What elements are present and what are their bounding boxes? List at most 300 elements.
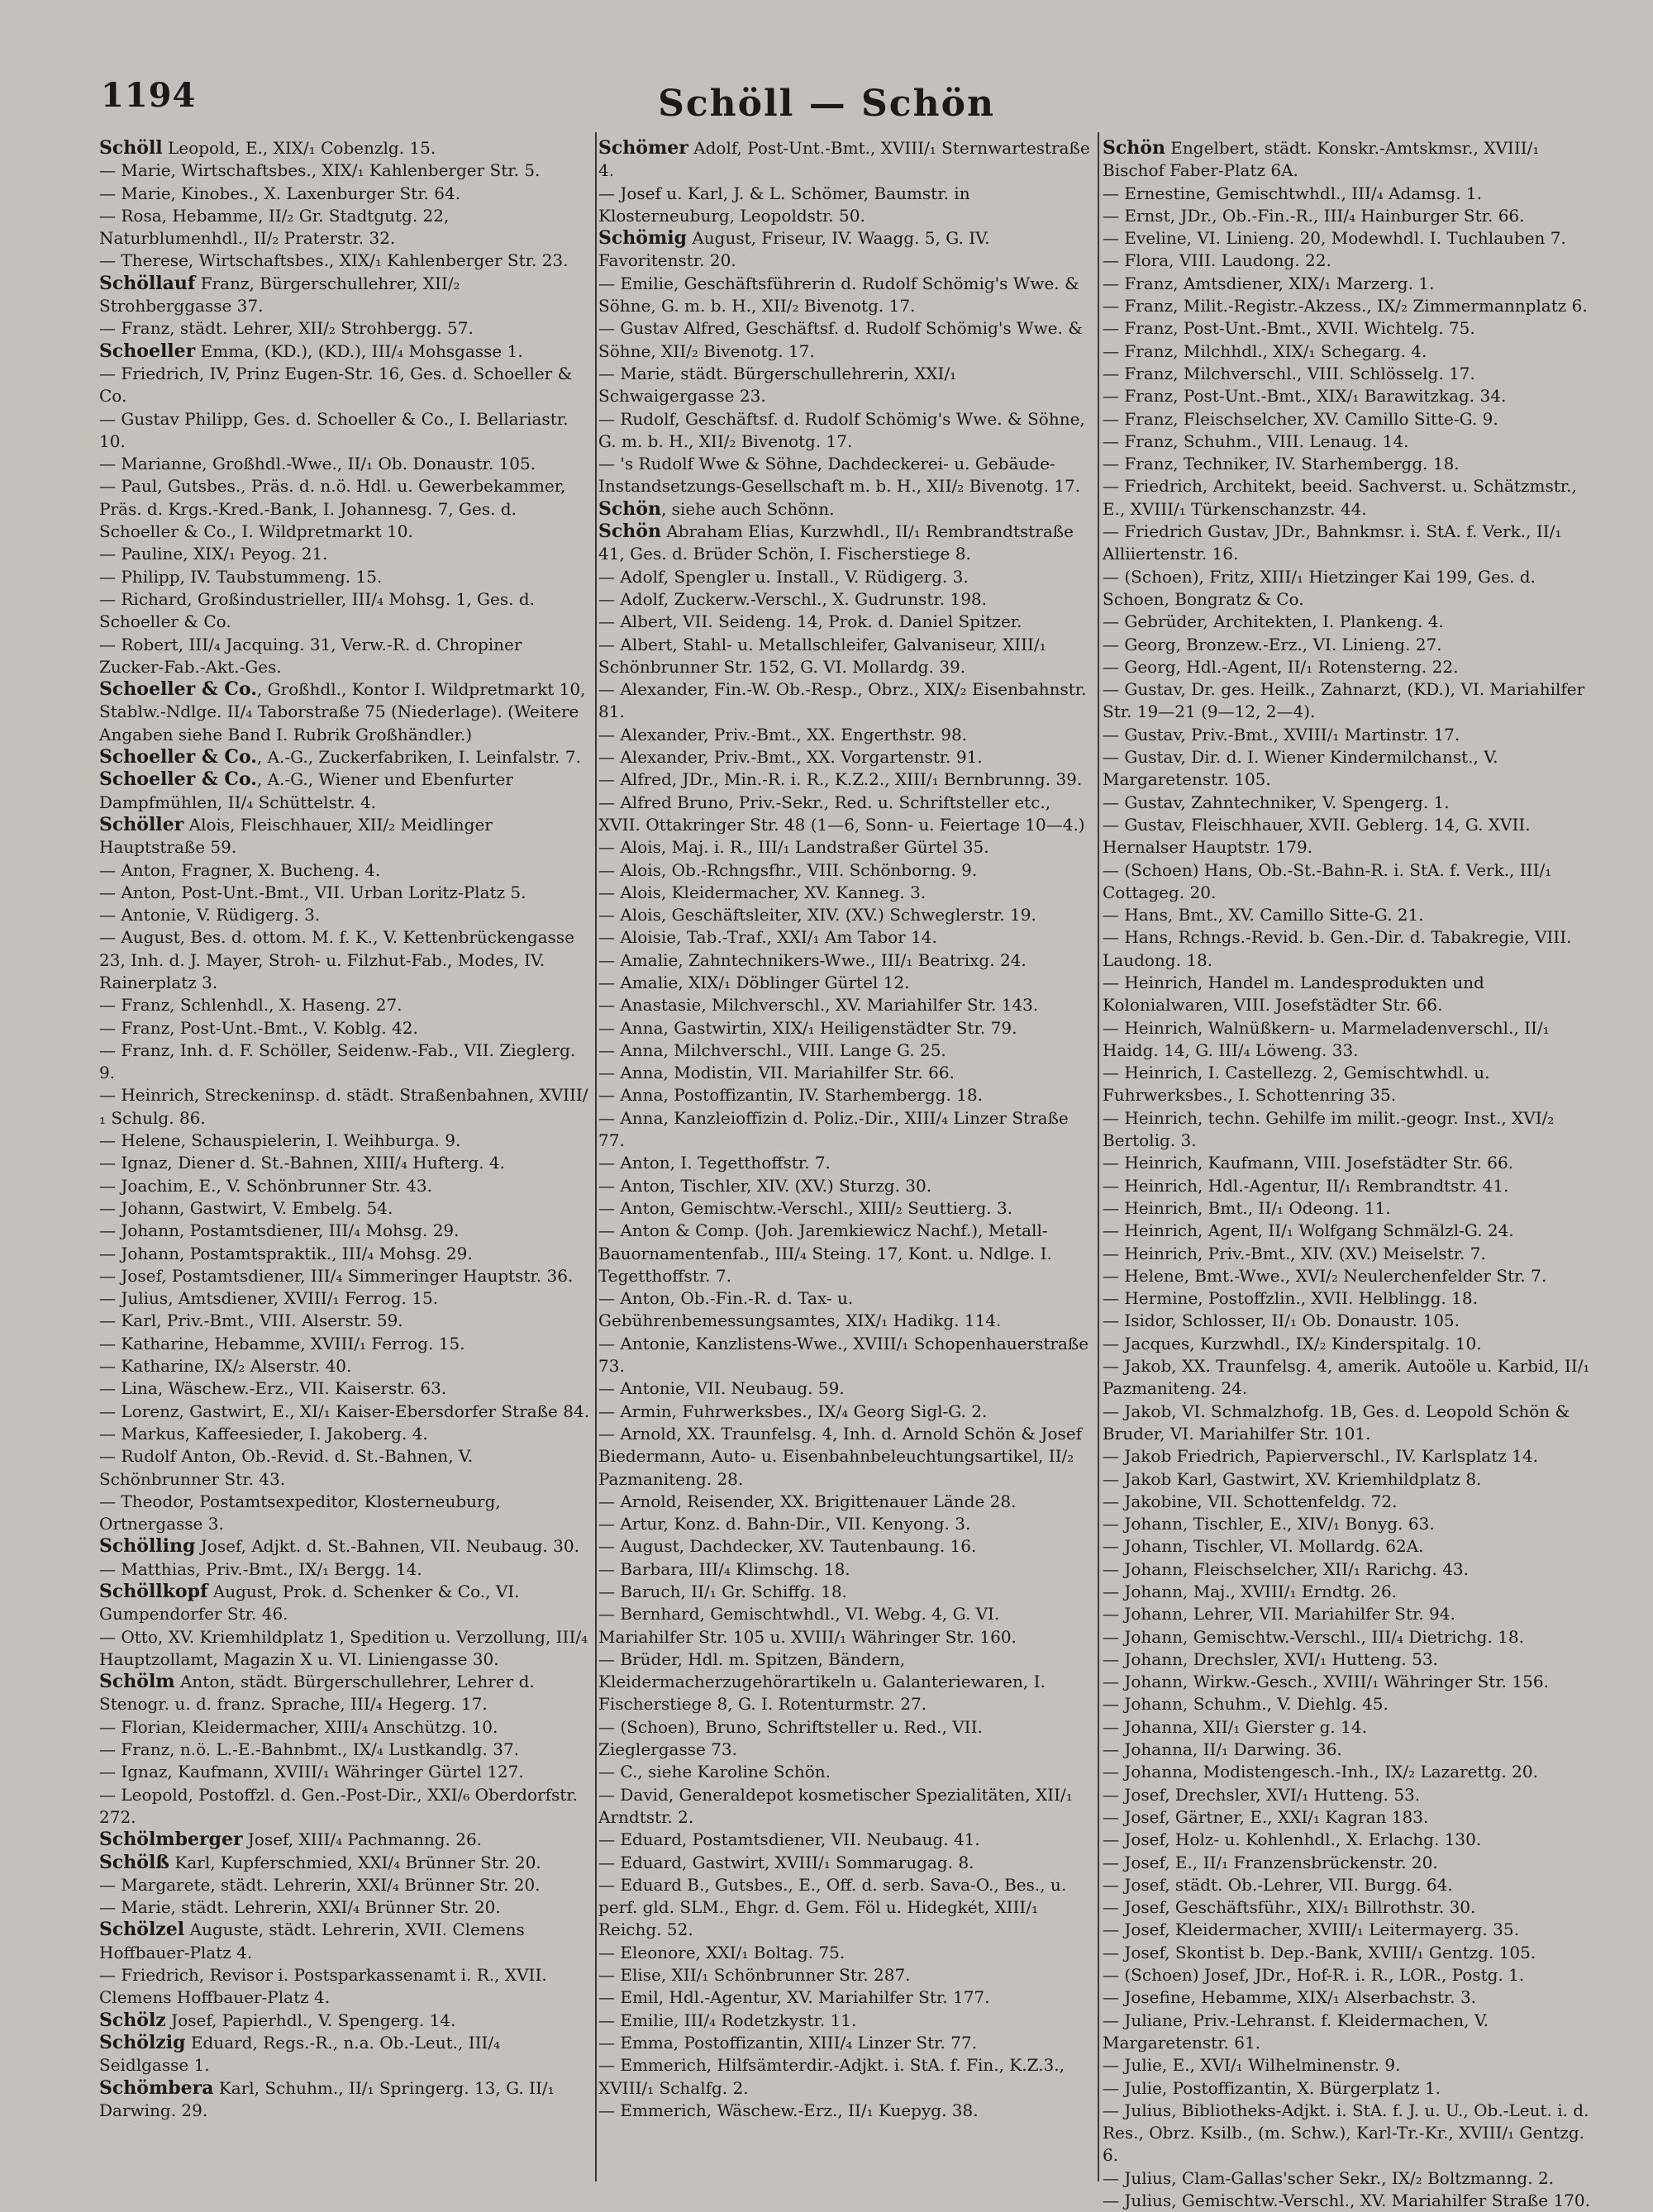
directory-entry — [598, 1017, 1093, 1039]
directory-entry — [598, 634, 1093, 679]
entry-text: — Johann, Postamtspraktik., III/₄ Mohsg. 29. — [99, 1243, 473, 1263]
entry-text: — Jacques, Kurzwhdl., IX/₂ Kinderspitalg. 10. — [1103, 1333, 1482, 1353]
directory-entry — [598, 1333, 1093, 1378]
directory-entry — [598, 1062, 1093, 1084]
entry-text: — Baruch, II/₁ Gr. Schiffg. 18. — [598, 1582, 847, 1601]
entry-text: Karl, Kupferschmied, XXI/₄ Brünner Str. 20. — [169, 1852, 541, 1872]
entry-text: — Friedrich, IV, Prinz Eugen-Str. 16, Ges. d. Schoeller & Co. — [99, 363, 573, 407]
directory-entry — [598, 1107, 1093, 1153]
directory-entry — [598, 1039, 1093, 1062]
directory-entry — [99, 882, 592, 904]
directory-entry — [598, 882, 1093, 904]
entry-text: — Johann, Fleischselcher, XII/₁ Rarichg. 43. — [1103, 1558, 1469, 1579]
page-number: 1194 — [101, 76, 197, 115]
directory-entry — [598, 363, 1093, 408]
entry-text: — Julius, Amtsdiener, XVIII/₁ Ferrog. 15. — [99, 1288, 439, 1309]
entry-text: — Anna, Gastwirtin, XIX/₁ Heiligenstädter Str. 79. — [598, 1017, 1017, 1038]
directory-entry — [1103, 814, 1602, 859]
entry-text: — Josef, Postamtsdiener, III/₄ Simmeringer Hauptstr. 36. — [99, 1265, 574, 1286]
entry-text: — Bernhard, Gemischtwhdl., VI. Webg. 4, G. VI. Mariahilfer Str. 105 u. XVIII/₁ Währinger Str. 160. — [598, 1604, 1017, 1647]
entry-text: Josef, Papierhdl., V. Spengerg. 14. — [165, 2010, 456, 2030]
entry-text: — Anton, Tischler, XIV. (XV.) Sturzg. 30. — [598, 1175, 932, 1196]
directory-entry — [598, 724, 1093, 746]
entry-text: — Anna, Milchverschl., VIII. Lange G. 25. — [598, 1039, 946, 1060]
directory-entry — [598, 1761, 1093, 1783]
directory-entry — [598, 836, 1093, 859]
entry-text: — Flora, VIII. Laudong. 22. — [1103, 250, 1331, 271]
directory-entry — [99, 1017, 592, 1039]
directory-entry — [1103, 2054, 1602, 2076]
directory-entry — [1103, 926, 1602, 972]
entry-text: — Johann, Tischler, VI. Mollardg. 62A. — [1103, 1536, 1424, 1557]
directory-entry — [1103, 2167, 1602, 2190]
directory-entry — [1103, 1355, 1602, 1401]
entry-text: — Heinrich, Priv.-Bmt., XIV. (XV.) Meiselstr. 7. — [1103, 1243, 1486, 1263]
directory-entry — [1103, 431, 1602, 453]
entry-text: — Anton, Fragner, X. Bucheng. 4. — [99, 859, 381, 880]
directory-entry — [598, 1581, 1093, 1603]
entry-text: — Ernst, JDr., Ob.-Fin.-R., III/₄ Hainburger Str. 66. — [1103, 205, 1525, 226]
entry-surname: Schoeller & Co. — [99, 768, 257, 791]
directory-entry — [1103, 656, 1602, 678]
column-3 — [1103, 137, 1602, 2211]
entry-text: — Eleonore, XXI/₁ Boltag. 75. — [598, 1942, 846, 1962]
directory-entry — [99, 1829, 592, 1851]
entry-text: — Eveline, VI. Linieng. 20, Modewhdl. I. Tuchlauben 7. — [1103, 228, 1566, 249]
directory-entry — [598, 611, 1093, 633]
entry-text: — Jakobine, VII. Schottenfeldg. 72. — [1103, 1491, 1398, 1511]
directory-entry — [1103, 1491, 1602, 1513]
directory-entry — [1103, 1152, 1602, 1174]
directory-entry — [598, 1716, 1093, 1762]
entry-text: — Arnold, Reisender, XX. Brigittenauer Lände 28. — [598, 1491, 1017, 1511]
directory-entry — [598, 1558, 1093, 1581]
directory-entry — [1103, 1693, 1602, 1715]
directory-entry — [1103, 453, 1602, 475]
entry-text: — Heinrich, Kaufmann, VIII. Josefstädter Str. 66. — [1103, 1153, 1514, 1173]
entry-surname: Schölmberger — [99, 1829, 243, 1851]
entry-text: , A.-G., Zuckerfabriken, I. Leinfalstr. 7. — [256, 747, 581, 768]
directory-entry — [99, 475, 592, 543]
entry-text: — Johann, Postamtsdiener, III/₄ Mohsg. 29. — [99, 1220, 460, 1241]
directory-entry — [1103, 1265, 1602, 1287]
entry-text: — Heinrich, Bmt., II/₁ Odeong. 11. — [1103, 1197, 1391, 1218]
directory-entry — [1103, 1671, 1602, 1693]
entry-text: — Albert, VII. Seideng. 14, Prok. d. Daniel Spitzer. — [598, 611, 1022, 632]
entry-surname: Schömer — [598, 137, 688, 159]
entry-text: — Arnold, XX. Traunfelsg. 4, Inh. d. Arnold Schön & Josef Biedermann, Auto- u. Eisenbahnbeleuchtungsartikel, II/₂ Pazmaniteng. 28. — [598, 1423, 1082, 1489]
directory-entry — [99, 1130, 592, 1152]
directory-entry — [99, 1874, 592, 1896]
entry-text: — Antonie, Kanzlistens-Wwe., XVIII/₁ Schopenhauerstraße 73. — [598, 1333, 1089, 1377]
entry-text: — Jakob Friedrich, Papierverschl., IV. Karlsplatz 14. — [1103, 1446, 1538, 1467]
directory-entry — [598, 1377, 1093, 1400]
entry-text: — Katharine, IX/₂ Alserstr. 40. — [99, 1356, 352, 1377]
entry-text: — Franz, Post-Unt.-Bmt., XVII. Wichtelg. 75. — [1103, 318, 1475, 339]
entry-surname: Schömbera — [99, 2076, 214, 2099]
entry-text: — Robert, III/₄ Jacquing. 31, Verw.-R. d. Chropiner Zucker-Fab.-Akt.-Ges. — [99, 634, 522, 677]
entry-text: Franz, Bürgerschullehrer, XII/₂ Strohberggasse 37. — [99, 273, 460, 316]
directory-entry — [99, 2010, 592, 2032]
entry-surname: Schoeller — [99, 340, 196, 362]
directory-entry — [99, 2077, 592, 2123]
directory-entry — [1103, 1874, 1602, 1896]
entry-text: — Josef, Drechsler, XVI/₁ Hutteng. 53. — [1103, 1784, 1421, 1805]
entry-text: — Anton & Comp. (Joh. Jaremkiewicz Nachf.), Metall-Bauornamentenfab., III/₄ Steing. 17, Kont. u. Ndlge. I. Tegetthoffstr. 7. — [598, 1220, 1052, 1286]
entry-text: — Adolf, Spengler u. Install., V. Rüdigerg. 3. — [598, 566, 969, 587]
entry-text: — Paul, Gutsbes., Präs. d. n.ö. Hdl. u. Gewerbekammer, Präs. d. Krgs.-Kred.-Bank, I. Johannesg. 7, Ges. d. Schoeller & Co., I. Wildpretmarkt 10. — [99, 476, 566, 542]
directory-entry — [99, 1919, 592, 1964]
column-2 — [598, 137, 1093, 2178]
directory-entry — [99, 1175, 592, 1197]
entry-text: — Franz, Post-Unt.-Bmt., XIX/₁ Barawitzkag. 34. — [1103, 386, 1507, 407]
entry-surname: Schoeller & Co. — [99, 678, 257, 701]
directory-entry — [99, 994, 592, 1016]
directory-entry — [1103, 1535, 1602, 1558]
directory-entry — [99, 1761, 592, 1783]
directory-entry — [598, 1513, 1093, 1535]
entry-text: — August, Bes. d. ottom. M. f. K., V. Kettenbrückengasse 23, Inh. d. J. Mayer, Stroh- u. Filzhut-Fab., Modes, IV. Rainerplatz 3. — [99, 927, 574, 992]
directory-entry — [99, 1784, 592, 1829]
entry-text: — Eduard B., Gutsbes., E., Off. d. serb. Sava-O., Bes., u. perf. gld. SLM., Ehgr. d. Gem. Föl u. Hidegkét, XIII/₁ Reichg. 52. — [598, 1874, 1067, 1940]
entry-text: — Joachim, E., V. Schönbrunner Str. 43. — [99, 1175, 432, 1196]
entry-text: Josef, Adjkt. d. St.-Bahnen, VII. Neubaug. 30. — [195, 1536, 579, 1557]
directory-entry — [99, 1896, 592, 1919]
directory-entry — [99, 273, 592, 318]
entry-text: Leopold, E., XIX/₁ Cobenzlg. 15. — [162, 138, 436, 158]
entry-text: — Josef, Geschäftsführ., XIX/₁ Billrothstr. 30. — [1103, 1897, 1476, 1918]
entry-text: — Gustav, Dr. ges. Heilk., Zahnarzt, (KD.), VI. Mariahilfer Str. 19—21 (9—12, 2—4). — [1103, 679, 1585, 722]
entry-text: — Emilie, Geschäftsführerin d. Rudolf Schömig's Wwe. & Söhne, G. m. b. H., XII/₂ Bivenotg. 17. — [598, 273, 1079, 316]
entry-text: — Emma, Postoffizantin, XIII/₄ Linzer Str. 77. — [598, 2032, 978, 2053]
entry-text: — Rudolf, Geschäftsf. d. Rudolf Schömig's Wwe. & Söhne, G. m. b. H., XII/₂ Bivenotg. 17. — [598, 408, 1085, 451]
entry-text: — Julius, Clam-Gallas'scher Sekr., IX/₂ Boltzmanng. 2. — [1103, 2167, 1555, 2188]
directory-entry — [99, 1401, 592, 1423]
directory-entry — [1103, 1445, 1602, 1468]
entry-text: — Marie, städt. Lehrerin, XXI/₄ Brünner Str. 20. — [99, 1897, 501, 1918]
directory-entry — [1103, 363, 1602, 385]
entry-text: — Julius, Gemischtw.-Verschl., XV. Mariahilfer Straße 170. — [1103, 2191, 1591, 2211]
entry-text: — Brüder, Hdl. m. Spitzen, Bändern, Kleidermacherzugehörartikeln u. Galanteriewaren, I. Fischerstiege 8, G. I. Rotenturmstr. 27. — [598, 1648, 1046, 1715]
entry-text: — Philipp, IV. Taubstummeng. 15. — [99, 566, 383, 587]
directory-entry — [598, 2010, 1093, 2032]
directory-entry — [1103, 1107, 1602, 1153]
entry-text: , siehe auch Schönn. — [660, 498, 835, 519]
entry-text: — Johann, Lehrer, VII. Mariahilfer Str. 94. — [1103, 1604, 1455, 1625]
entry-text: — Franz, Milchverschl., VIII. Schlösselg. 17. — [1103, 363, 1475, 383]
entry-surname: Schöll — [99, 137, 163, 159]
directory-entry — [99, 1558, 592, 1581]
entry-text: Karl, Schuhm., II/₁ Springerg. 13, G. II/₁ Darwing. 29. — [99, 2077, 555, 2120]
entry-text: Engelbert, städt. Konskr.-Amtskmsr., XVIII/₁ Bischof Faber-Platz 6A. — [1103, 138, 1540, 181]
entry-text: — Barbara, III/₄ Klimschg. 18. — [598, 1558, 850, 1579]
directory-entry — [1103, 1333, 1602, 1355]
directory-entry — [598, 1986, 1093, 2009]
directory-entry — [99, 859, 592, 882]
directory-entry — [598, 1401, 1093, 1423]
directory-entry — [1103, 634, 1602, 656]
entry-text: — Anna, Kanzleioffizin d. Poliz.-Dir., XIII/₄ Linzer Straße 77. — [598, 1107, 1069, 1151]
directory-entry — [1103, 2077, 1602, 2100]
entry-text: — Marianne, Großhdl.-Wwe., II/₁ Ob. Donaustr. 105. — [99, 454, 536, 474]
entry-text: , A.-G., Wiener und Ebenfurter Dampfmühlen, II/₄ Schüttelstr. 4. — [99, 769, 513, 812]
entry-surname: Schön — [598, 497, 661, 520]
entry-text: — Aloisie, Tab.-Traf., XXI/₁ Am Tabor 14. — [598, 927, 937, 948]
entry-text: — Ignaz, Kaufmann, XVIII/₁ Währinger Gürtel 127. — [99, 1762, 524, 1782]
entry-text: — Heinrich, Hdl.-Agentur, II/₁ Rembrandtstr. 41. — [1103, 1175, 1509, 1196]
directory-entry — [1103, 1761, 1602, 1783]
entry-text: — Katharine, Hebamme, XVIII/₁ Ferrog. 15. — [99, 1333, 465, 1353]
entry-text: — 's Rudolf Wwe & Söhne, Dachdeckerei- u. Gebäude-Instandsetzungs-Gesellschaft m. b. H., XII/₂ Bivenotg. 17. — [598, 454, 1081, 497]
entry-text: — Heinrich, techn. Gehilfe im milit.-geogr. Inst., XVI/₂ Bertolig. 3. — [1103, 1107, 1555, 1151]
directory-entry — [1103, 2010, 1602, 2055]
entry-text: — Josef u. Karl, J. & L. Schömer, Baumstr. in Klosterneuburg, Leopoldstr. 50. — [598, 183, 970, 226]
directory-entry — [99, 1739, 592, 1761]
entry-text: — Johann, Maj., XVIII/₁ Erndtg. 26. — [1103, 1582, 1398, 1601]
directory-entry — [1103, 340, 1602, 363]
entry-text: — Franz, Schlenhdl., X. Haseng. 27. — [99, 995, 403, 1016]
entry-surname: Schöllauf — [99, 272, 196, 294]
directory-entry — [1103, 2190, 1602, 2212]
entry-text: — Jakob, XX. Traunfelsg. 4, amerik. Autoöle u. Karbid, II/₁ Pazmaniteng. 24. — [1103, 1356, 1590, 1399]
entry-text: — (Schoen), Fritz, XIII/₁ Hietzinger Kai 199, Ges. d. Schoen, Bongratz & Co. — [1103, 566, 1536, 609]
entry-text: — Johanna, Modistengesch.-Inh., IX/₂ Lazarettg. 20. — [1103, 1762, 1538, 1782]
directory-entry — [1103, 408, 1602, 431]
directory-entry — [99, 1265, 592, 1287]
entry-text: — Johann, Gemischtw.-Verschl., III/₄ Dietrichg. 18. — [1103, 1626, 1524, 1647]
entry-text: Anton, städt. Bürgerschullehrer, Lehrer d. Stenogr. u. d. franz. Sprache, III/₄ Hegerg. 17. — [99, 1672, 535, 1715]
running-head: Schöll — Schön — [658, 83, 995, 125]
entry-text: — Artur, Konz. d. Bahn-Dir., VII. Kenyong. 3. — [598, 1514, 971, 1534]
directory-entry — [99, 1220, 592, 1242]
directory-entry — [598, 588, 1093, 611]
entry-text: — Emil, Hdl.-Agentur, XV. Mariahilfer Str. 177. — [598, 1987, 990, 2008]
directory-entry — [99, 1491, 592, 1536]
directory-entry — [598, 1874, 1093, 1942]
directory-entry — [1103, 1716, 1602, 1739]
entry-text: — Lina, Wäschew.-Erz., VII. Kaiserstr. 63. — [99, 1378, 447, 1399]
entry-text: — Leopold, Postoffzl. d. Gen.-Post-Dir., XXI/₆ Oberdorfstr. 272. — [99, 1784, 579, 1827]
entry-text: — Emmerich, Wäschew.-Erz., II/₁ Kuepyg. 38. — [598, 2100, 979, 2120]
directory-entry — [99, 1084, 592, 1130]
directory-entry — [99, 453, 592, 475]
entry-text: Eduard, Regs.-R., n.a. Ob.-Leut., III/₄ Seidlgasse 1. — [99, 2032, 501, 2076]
entry-surname: Schoeller & Co. — [99, 746, 257, 768]
directory-entry — [598, 678, 1093, 724]
entry-text: — Franz, Fleischselcher, XV. Camillo Sitte-G. 9. — [1103, 408, 1498, 429]
directory-entry — [1103, 904, 1602, 926]
entry-text: — Josef, Gärtner, E., XXI/₁ Kagran 183. — [1103, 1806, 1429, 1827]
directory-entry — [99, 1716, 592, 1739]
entry-text: — Matthias, Priv.-Bmt., IX/₁ Bergg. 14. — [99, 1558, 422, 1579]
entry-text: — Ernestine, Gemischtwhdl., III/₄ Adamsg. 1. — [1103, 183, 1483, 203]
entry-text: — Ignaz, Diener d. St.-Bahnen, XIII/₄ Hufterg. 4. — [99, 1153, 506, 1173]
directory-entry — [598, 1603, 1093, 1648]
entry-text: — Franz, Techniker, IV. Starhembergg. 18. — [1103, 454, 1460, 474]
directory-entry — [598, 2054, 1093, 2100]
directory-entry — [99, 1445, 592, 1491]
directory-entry — [99, 1243, 592, 1265]
directory-entry — [598, 1197, 1093, 1220]
directory-entry — [1103, 521, 1602, 566]
entry-text: — Georg, Hdl.-Agent, II/₁ Rotensterng. 22. — [1103, 656, 1459, 677]
directory-entry — [1103, 1852, 1602, 1874]
directory-entry — [598, 1829, 1093, 1851]
entry-text: — Julie, Postoffizantin, X. Bürgerplatz 1. — [1103, 2077, 1441, 2098]
entry-text: — Heinrich, Walnüßkern- u. Marmeladenverschl., II/₁ Haidg. 14, G. III/₄ Löweng. 33. — [1103, 1017, 1550, 1060]
entry-text: — Lorenz, Gastwirt, E., XI/₁ Kaiser-Ebersdorfer Straße 84. — [99, 1401, 590, 1421]
entry-text: — Rosa, Hebamme, II/₂ Gr. Stadtgutg. 22, Naturblumenhdl., II/₂ Praterstr. 32. — [99, 205, 450, 249]
directory-entry — [598, 1964, 1093, 1986]
directory-entry — [99, 746, 592, 768]
directory-entry — [1103, 611, 1602, 633]
entry-text: — Gustav, Zahntechniker, V. Spengerg. 1. — [1103, 792, 1450, 812]
directory-entry — [99, 814, 592, 859]
entry-text: — Albert, Stahl- u. Metallschleifer, Galvaniseur, XIII/₁ Schönbrunner Str. 152, G. VI. Mollardg. 39. — [598, 634, 1046, 677]
entry-text: — Friedrich, Revisor i. Postsparkassenamt i. R., XVII. Clemens Hoffbauer-Platz 4. — [99, 1965, 547, 2008]
entry-text: — Franz, n.ö. L.-E.-Bahnbmt., IX/₄ Lustkandlg. 37. — [99, 1739, 520, 1760]
directory-entry — [598, 1220, 1093, 1287]
entry-text: — Karl, Priv.-Bmt., VIII. Alserstr. 59. — [99, 1311, 403, 1331]
entry-text: — Josef, Skontist b. Dep.-Bank, XVIII/₁ Gentzg. 105. — [1103, 1942, 1536, 1962]
directory-entry — [99, 1852, 592, 1874]
entry-text: — Helene, Bmt.-Wwe., XVI/₂ Neulerchenfelder Str. 7. — [1103, 1265, 1547, 1286]
entry-text: — Therese, Wirtschaftsbes., XIX/₁ Kahlenberger Str. 23. — [99, 250, 569, 271]
directory-entry — [598, 317, 1093, 363]
directory-entry — [1103, 1829, 1602, 1851]
directory-entry — [1103, 792, 1602, 814]
entry-text: — Juliane, Priv.-Lehranst. f. Kleidermachen, V. Margaretenstr. 61. — [1103, 2010, 1489, 2053]
entry-surname: Schön — [1103, 137, 1165, 159]
directory-entry — [1103, 475, 1602, 521]
directory-entry — [598, 859, 1093, 882]
entry-text: — Jakob Karl, Gastwirt, XV. Kriemhildplatz 8. — [1103, 1468, 1482, 1489]
directory-entry — [99, 543, 592, 565]
entry-text: — Markus, Kaffeesieder, I. Jakoberg. 4. — [99, 1423, 428, 1444]
entry-text: — Amalie, XIX/₁ Döblinger Gürtel 12. — [598, 972, 910, 992]
directory-entry — [99, 1671, 592, 1716]
directory-entry — [1103, 746, 1602, 792]
column-1 — [99, 137, 592, 2178]
directory-entry — [598, 1423, 1093, 1491]
entry-text: — Johann, Schuhm., V. Diehlg. 45. — [1103, 1694, 1389, 1715]
entry-text: — Alois, Geschäftsleiter, XIV. (XV.) Schweglerstr. 19. — [598, 905, 1036, 925]
entry-text: — Florian, Kleidermacher, XIII/₄ Anschützg. 10. — [99, 1716, 498, 1737]
directory-entry — [598, 1084, 1093, 1106]
directory-entry — [598, 768, 1093, 791]
entry-text: — Richard, Großindustrieller, III/₄ Mohsg. 1, Ges. d. Schoeller & Co. — [99, 588, 535, 632]
entry-surname: Schön — [598, 521, 661, 543]
directory-entry — [598, 137, 1093, 183]
entry-text: — Marie, Kinobes., X. Laxenburger Str. 64. — [99, 183, 461, 203]
entry-text: — Emilie, III/₄ Rodetzkystr. 11. — [598, 2010, 857, 2030]
column-divider — [595, 132, 597, 2181]
directory-entry — [99, 183, 592, 205]
directory-entry — [99, 1152, 592, 1174]
entry-text: — Alexander, Priv.-Bmt., XX. Vorgartenstr. 91. — [598, 747, 983, 768]
entry-text: — (Schoen) Josef, JDr., Hof-R. i. R., LOR., Postg. 1. — [1103, 1965, 1525, 1986]
directory-entry — [1103, 1784, 1602, 1806]
directory-entry — [1103, 1062, 1602, 1107]
entry-text: — Alfred, JDr., Min.-R. i. R., K.Z.2., XIII/₁ Bernbrunng. 39. — [598, 769, 1083, 790]
entry-text: August, Friseur, IV. Waagg. 5, G. IV. Favoritenstr. 20. — [598, 228, 990, 271]
directory-entry — [598, 994, 1093, 1016]
directory-entry — [99, 1581, 592, 1626]
entry-text: — Anton, Post-Unt.-Bmt., VII. Urban Loritz-Platz 5. — [99, 882, 526, 902]
directory-entry — [598, 949, 1093, 972]
directory-entry — [99, 317, 592, 340]
entry-text: — (Schoen), Bruno, Schriftsteller u. Red., VII. Zieglergasse 73. — [598, 1716, 983, 1760]
directory-entry — [598, 498, 1093, 521]
entry-text: — Otto, XV. Kriemhildplatz 1, Spedition u. Verzollung, III/₄ Hauptzollamt, Magazin X u. VI. Liniengasse 30. — [99, 1626, 588, 1669]
directory-entry — [99, 1355, 592, 1377]
entry-text: Emma, (KD.), (KD.), III/₄ Mohsgasse 1. — [195, 340, 523, 361]
directory-entry — [598, 453, 1093, 498]
directory-entry — [1103, 1310, 1602, 1332]
entry-text: — Anton, I. Tegetthoffstr. 7. — [598, 1153, 831, 1173]
entry-text: — Gustav Philipp, Ges. d. Schoeller & Co., I. Bellariastr. 10. — [99, 408, 569, 451]
directory-entry — [1103, 317, 1602, 340]
entry-text: — Marie, Wirtschaftsbes., XIX/₁ Kahlenberger Str. 5. — [99, 160, 541, 181]
directory-entry — [99, 1039, 592, 1085]
entry-text: — Franz, Post-Unt.-Bmt., V. Koblg. 42. — [99, 1017, 418, 1038]
entry-text: — Johann, Tischler, E., XIV/₁ Bonyg. 63. — [1103, 1514, 1435, 1534]
entry-text: — Josef, Holz- u. Kohlenhdl., X. Erlachg. 130. — [1103, 1829, 1482, 1850]
directory-entry — [99, 1423, 592, 1445]
entry-text: — Johann, Wirkw.-Gesch., XVIII/₁ Währinger Str. 156. — [1103, 1672, 1549, 1692]
directory-entry — [1103, 1468, 1602, 1491]
directory-entry — [1103, 385, 1602, 407]
directory-entry — [598, 1648, 1093, 1716]
entry-text: — Emmerich, Hilfsämterdir.-Adjkt. i. StA. f. Fin., K.Z.3., XVIII/₁ Schalfg. 2. — [598, 2055, 1065, 2098]
column-divider — [1098, 132, 1099, 2181]
directory-entry — [99, 1626, 592, 1672]
entry-text: Adolf, Post-Unt.-Bmt., XVIII/₁ Sternwartestraße 4. — [598, 138, 1090, 181]
directory-entry — [598, 1175, 1093, 1197]
entry-text: — Gustav, Dir. d. I. Wiener Kindermilchanst., V. Margaretenstr. 105. — [1103, 747, 1498, 790]
directory-entry — [1103, 205, 1602, 227]
entry-text: — Marie, städt. Bürgerschullehrerin, XXI/₁ Schwaigergasse 23. — [598, 363, 957, 407]
entry-text: — Josef, städt. Ob.-Lehrer, VII. Burgg. 64. — [1103, 1874, 1453, 1895]
directory-entry — [1103, 1581, 1602, 1603]
entry-text: — Josefine, Hebamme, XIX/₁ Alserbachstr. 3. — [1103, 1987, 1477, 2008]
entry-text: — Anton, Gemischtw.-Verschl., XIII/₂ Seuttierg. 3. — [598, 1197, 1013, 1218]
directory-entry — [598, 1491, 1093, 1513]
directory-entry — [1103, 183, 1602, 205]
directory-entry — [598, 746, 1093, 768]
directory-entry — [99, 926, 592, 994]
directory-entry — [1103, 678, 1602, 724]
directory-entry — [99, 1287, 592, 1310]
directory-entry — [598, 1784, 1093, 1829]
entry-text: — Pauline, XIX/₁ Peyog. 21. — [99, 544, 328, 564]
entry-text: — Franz, städt. Lehrer, XII/₂ Strohbergg. 57. — [99, 318, 474, 339]
entry-surname: Schölm — [99, 1671, 175, 1693]
directory-entry — [99, 588, 592, 634]
directory-entry — [1103, 1220, 1602, 1242]
directory-entry — [1103, 859, 1602, 905]
directory-entry — [598, 408, 1093, 454]
entry-text: — Elise, XII/₁ Schönbrunner Str. 287. — [598, 1965, 911, 1986]
entry-text: — Alois, Ob.-Rchngsfhr., VIII. Schönborng. 9. — [598, 859, 978, 880]
directory-entry — [99, 1310, 592, 1332]
directory-entry — [99, 1377, 592, 1400]
entry-surname: Schöller — [99, 813, 184, 835]
entry-text: — Josef, Kleidermacher, XVIII/₁ Leitermayerg. 35. — [1103, 1919, 1519, 1940]
entry-text: — Adolf, Zuckerw.-Verschl., X. Gudrunstr. 198. — [598, 588, 988, 609]
entry-text: — Alois, Maj. i. R., III/₁ Landstraßer Gürtel 35. — [598, 837, 989, 858]
entry-text: — Anna, Postoffizantin, IV. Starhembergg. 18. — [598, 1085, 983, 1106]
